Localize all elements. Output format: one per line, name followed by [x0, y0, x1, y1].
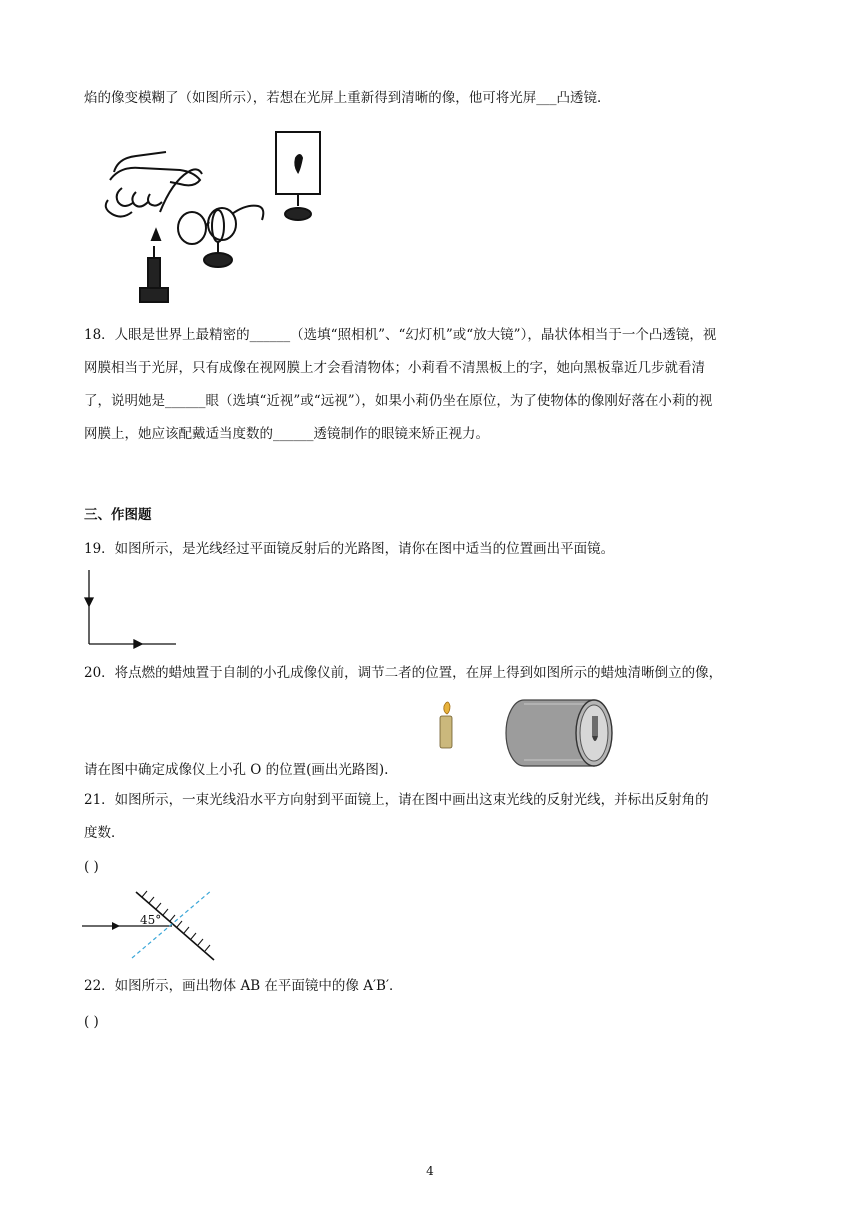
q19-text: 19．如图所示，是光线经过平面镜反射后的光路图，请你在图中适当的位置画出平面镜。: [84, 541, 615, 557]
pinhole-cylinder: [506, 700, 612, 766]
q18-line-3: 了，说明她是______眼（选填“近视”或“远视”），如果小莉仍坐在原位，为了使物体的像刚好落在小莉的视: [84, 393, 713, 409]
q20-line-1: 20．将点燃的蜡烛置于自制的小孔成像仪前，调节二者的位置，在屏上得到如图所示的蜡烛清晰倒立的像，: [84, 665, 723, 681]
q18-line-2: 网膜相当于光屏，只有成像在视网膜上才会看清物体；小莉看不清黑板上的字，她向黑板靠近几步就看清: [84, 360, 705, 376]
q18-line-1: 18．人眼是世界上最精密的______（选填“照相机”、“幻灯机”或“放大镜”），晶状体相当于一个凸透镜，视: [84, 327, 717, 343]
section-heading-drawing: 三、作图题: [84, 507, 152, 523]
q20-line-2: 请在图中确定成像仪上小孔 O 的位置(画出光路图).: [84, 762, 389, 778]
q22-answer-blank: ( ): [84, 1014, 99, 1030]
q21-line-1: 21．如图所示，一束光线沿水平方向射到平面镜上，请在图中画出这束光线的反射光线，并标出反射角的: [84, 792, 709, 808]
pinhole-camera-figure: [430, 694, 625, 774]
q18-line-4: 网膜上，她应该配戴适当度数的______透镜制作的眼镜来矫正视力。: [84, 426, 489, 442]
q21-answer-blank: ( ): [84, 859, 99, 875]
eyeglasses-experiment-figure: [100, 128, 340, 313]
q22-text: 22．如图所示，画出物体 AB 在平面镜中的像 A′B′．: [84, 978, 403, 994]
q21-angle-label: 45°: [140, 913, 162, 927]
q21-mirror-diagram: [80, 884, 220, 964]
page-number: 4: [426, 1164, 434, 1178]
q19-ray-diagram: [80, 568, 190, 650]
q19-arrow-down-icon: [85, 598, 93, 606]
q19-arrow-right-icon: [134, 640, 142, 648]
q21-arrow-right-icon: [112, 922, 120, 930]
candle-icon: [440, 702, 452, 748]
q21-line-2: 度数．: [84, 825, 125, 841]
q17-text: 焰的像变模糊了（如图所示），若想在光屏上重新得到清晰的像，他可将光屏___凸透镜．: [84, 90, 611, 106]
